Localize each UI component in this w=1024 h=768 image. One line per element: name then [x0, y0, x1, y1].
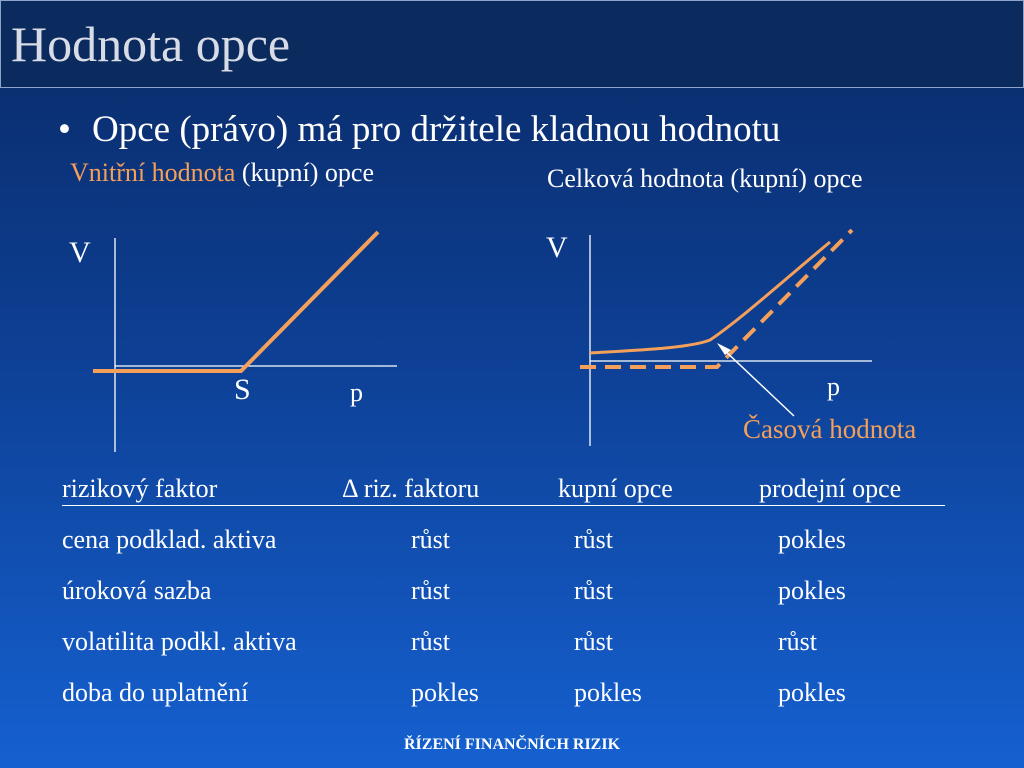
table-cell: pokles	[778, 678, 846, 707]
table-cell: růst	[411, 525, 450, 554]
table-cell: růst	[574, 576, 613, 605]
table-cell: volatilita podkl. aktiva	[62, 627, 297, 656]
page-title: Hodnota opce	[11, 16, 291, 72]
header-put-option: prodejní opce	[759, 474, 902, 503]
intrinsic-value-dashed-line	[580, 230, 852, 367]
left-x-label: p	[350, 378, 363, 407]
header-risk-change: Δ riz. faktoru	[342, 474, 480, 503]
right-chart-label: Celková hodnota (kupní) opce	[547, 164, 863, 193]
table-cell: pokles	[778, 525, 846, 554]
call-option-label: (kupní) opce	[235, 158, 374, 187]
strike-label: S	[234, 373, 251, 406]
table-cell: růst	[778, 627, 817, 656]
time-value-arrow	[722, 348, 794, 416]
header-call-option: kupní opce	[558, 474, 673, 503]
left-y-label: V	[69, 236, 91, 269]
total-value-curve	[590, 242, 830, 353]
table-cell: růst	[574, 627, 613, 656]
table-cell: růst	[411, 627, 450, 656]
footer-text: ŘÍZENÍ FINANČNÍCH RIZIK	[403, 736, 621, 753]
time-value-annotation: Časová hodnota	[743, 414, 917, 444]
header-risk-factor: rizikový faktor	[62, 474, 218, 503]
right-y-label: V	[546, 231, 568, 264]
table-cell: pokles	[411, 678, 479, 707]
table-cell: růst	[574, 525, 613, 554]
bullet-dot-icon: •	[58, 109, 71, 150]
bullet-text: Opce (právo) má pro držitele kladnou hodnotu	[92, 109, 781, 150]
table-cell: doba do uplatnění	[62, 678, 249, 707]
table-cell: pokles	[574, 678, 642, 707]
intrinsic-value-label: Vnitřní hodnota	[70, 158, 236, 187]
table-header-underline	[62, 505, 945, 506]
right-x-label: p	[827, 372, 840, 401]
table-cell: cena podklad. aktiva	[62, 525, 277, 554]
intrinsic-value-line	[93, 232, 378, 371]
table-cell: úroková sazba	[62, 576, 212, 605]
table-cell: růst	[411, 576, 450, 605]
table-cell: pokles	[778, 576, 846, 605]
